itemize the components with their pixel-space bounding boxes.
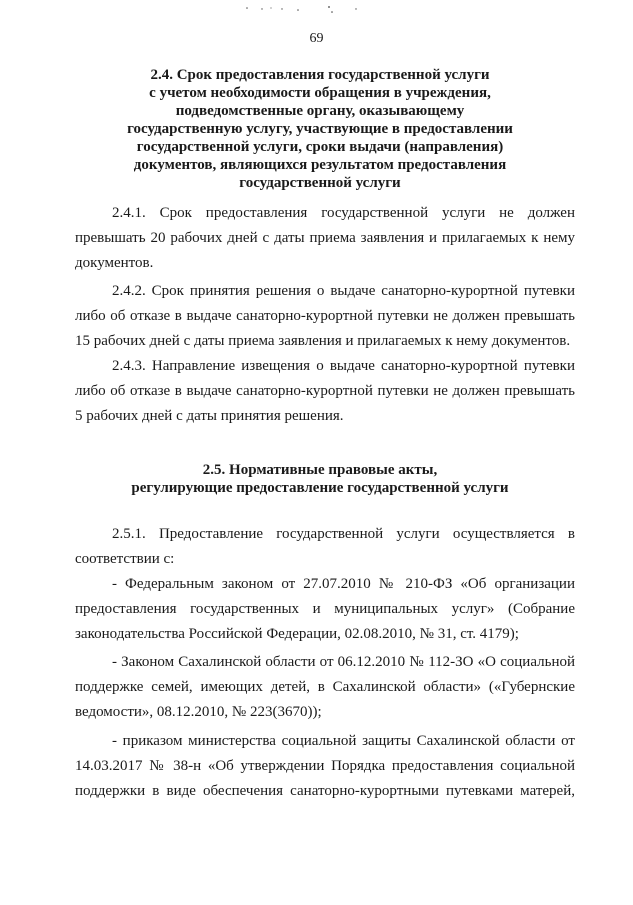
text-line: превышать 20 рабочих дней с даты приема заявления и прилагаемых к нему: [75, 230, 575, 246]
heading-line: государственной услуги, сроки выдачи (направления): [136, 139, 504, 155]
text-line: 15 рабочих дней с даты приема заявления и прилагаемых к нему документов.: [75, 333, 571, 349]
law-item-federal-210: [75, 572, 575, 647]
text-line: 2.4.3. Направление извещения о выдаче санаторно-курортной путевки: [112, 358, 575, 374]
paragraph-2-4-1: [75, 201, 575, 276]
text-line: документов.: [75, 255, 154, 271]
heading-line: 2.4. Срок предоставления государственной услуги: [150, 67, 490, 83]
paragraph-2-4-3: [75, 354, 575, 429]
section-2-4-heading: [60, 66, 580, 192]
text-line: 2.4.1. Срок предоставления государственной услуги не должен: [112, 205, 575, 221]
text-line: предоставления государственных и муниципальных услуг» (Собрание: [75, 601, 575, 617]
heading-line: документов, являющихся результатом предоставления: [133, 157, 507, 173]
text-line: поддержки в виде обеспечения санаторно-курортными путевками матерей,: [75, 783, 575, 799]
text-line: - Законом Сахалинской области от 06.12.2010 № 112-ЗО «О социальной: [112, 654, 575, 670]
scan-specks: [0, 0, 633, 30]
text-line: либо об отказе в выдаче санаторно-курортной путевки не должен превышать: [75, 308, 575, 324]
text-line: 2.5.1. Предоставление государственной услуги осуществляется в: [112, 526, 575, 542]
text-line: поддержке семей, имеющих детей, в Сахалинской области» («Губернские: [75, 679, 575, 695]
paragraph-2-4-2: [75, 279, 575, 354]
section-2-5-heading: [60, 461, 580, 497]
text-line: законодательства Российской Федерации, 02.08.2010, № 31, ст. 4179);: [75, 626, 519, 642]
heading-line: регулирующие предоставление государственной услуги: [131, 480, 509, 496]
heading-line: 2.5. Нормативные правовые акты,: [202, 462, 438, 478]
paragraph-2-5-1: [75, 522, 575, 572]
text-line: - приказом министерства социальной защиты Сахалинской области от: [112, 733, 575, 749]
text-line: 14.03.2017 № 38-н «Об утверждении Порядка предоставления социальной: [75, 758, 575, 774]
text-line: 2.4.2. Срок принятия решения о выдаче санаторно-курортной путевки: [112, 283, 575, 299]
page-number: 69: [309, 31, 324, 46]
heading-line: подведомственные органу, оказывающему: [175, 103, 465, 119]
law-item-order-38n: [75, 729, 575, 804]
text-line: соответствии с:: [75, 551, 175, 567]
heading-line: государственной услуги: [239, 175, 401, 191]
heading-line: государственную услугу, участвующие в предоставлении: [127, 121, 513, 137]
text-line: - Федеральным законом от 27.07.2010 № 210-ФЗ «Об организации: [112, 576, 575, 592]
text-line: либо об отказе в выдаче санаторно-курортной путевки не должен превышать: [75, 383, 575, 399]
text-line: 5 рабочих дней с даты принятия решения.: [75, 408, 344, 424]
heading-line: с учетом необходимости обращения в учреждения,: [149, 85, 491, 101]
text-line: ведомости», 08.12.2010, № 223(3670));: [75, 704, 322, 720]
law-item-sakhalin-112: [75, 650, 575, 725]
